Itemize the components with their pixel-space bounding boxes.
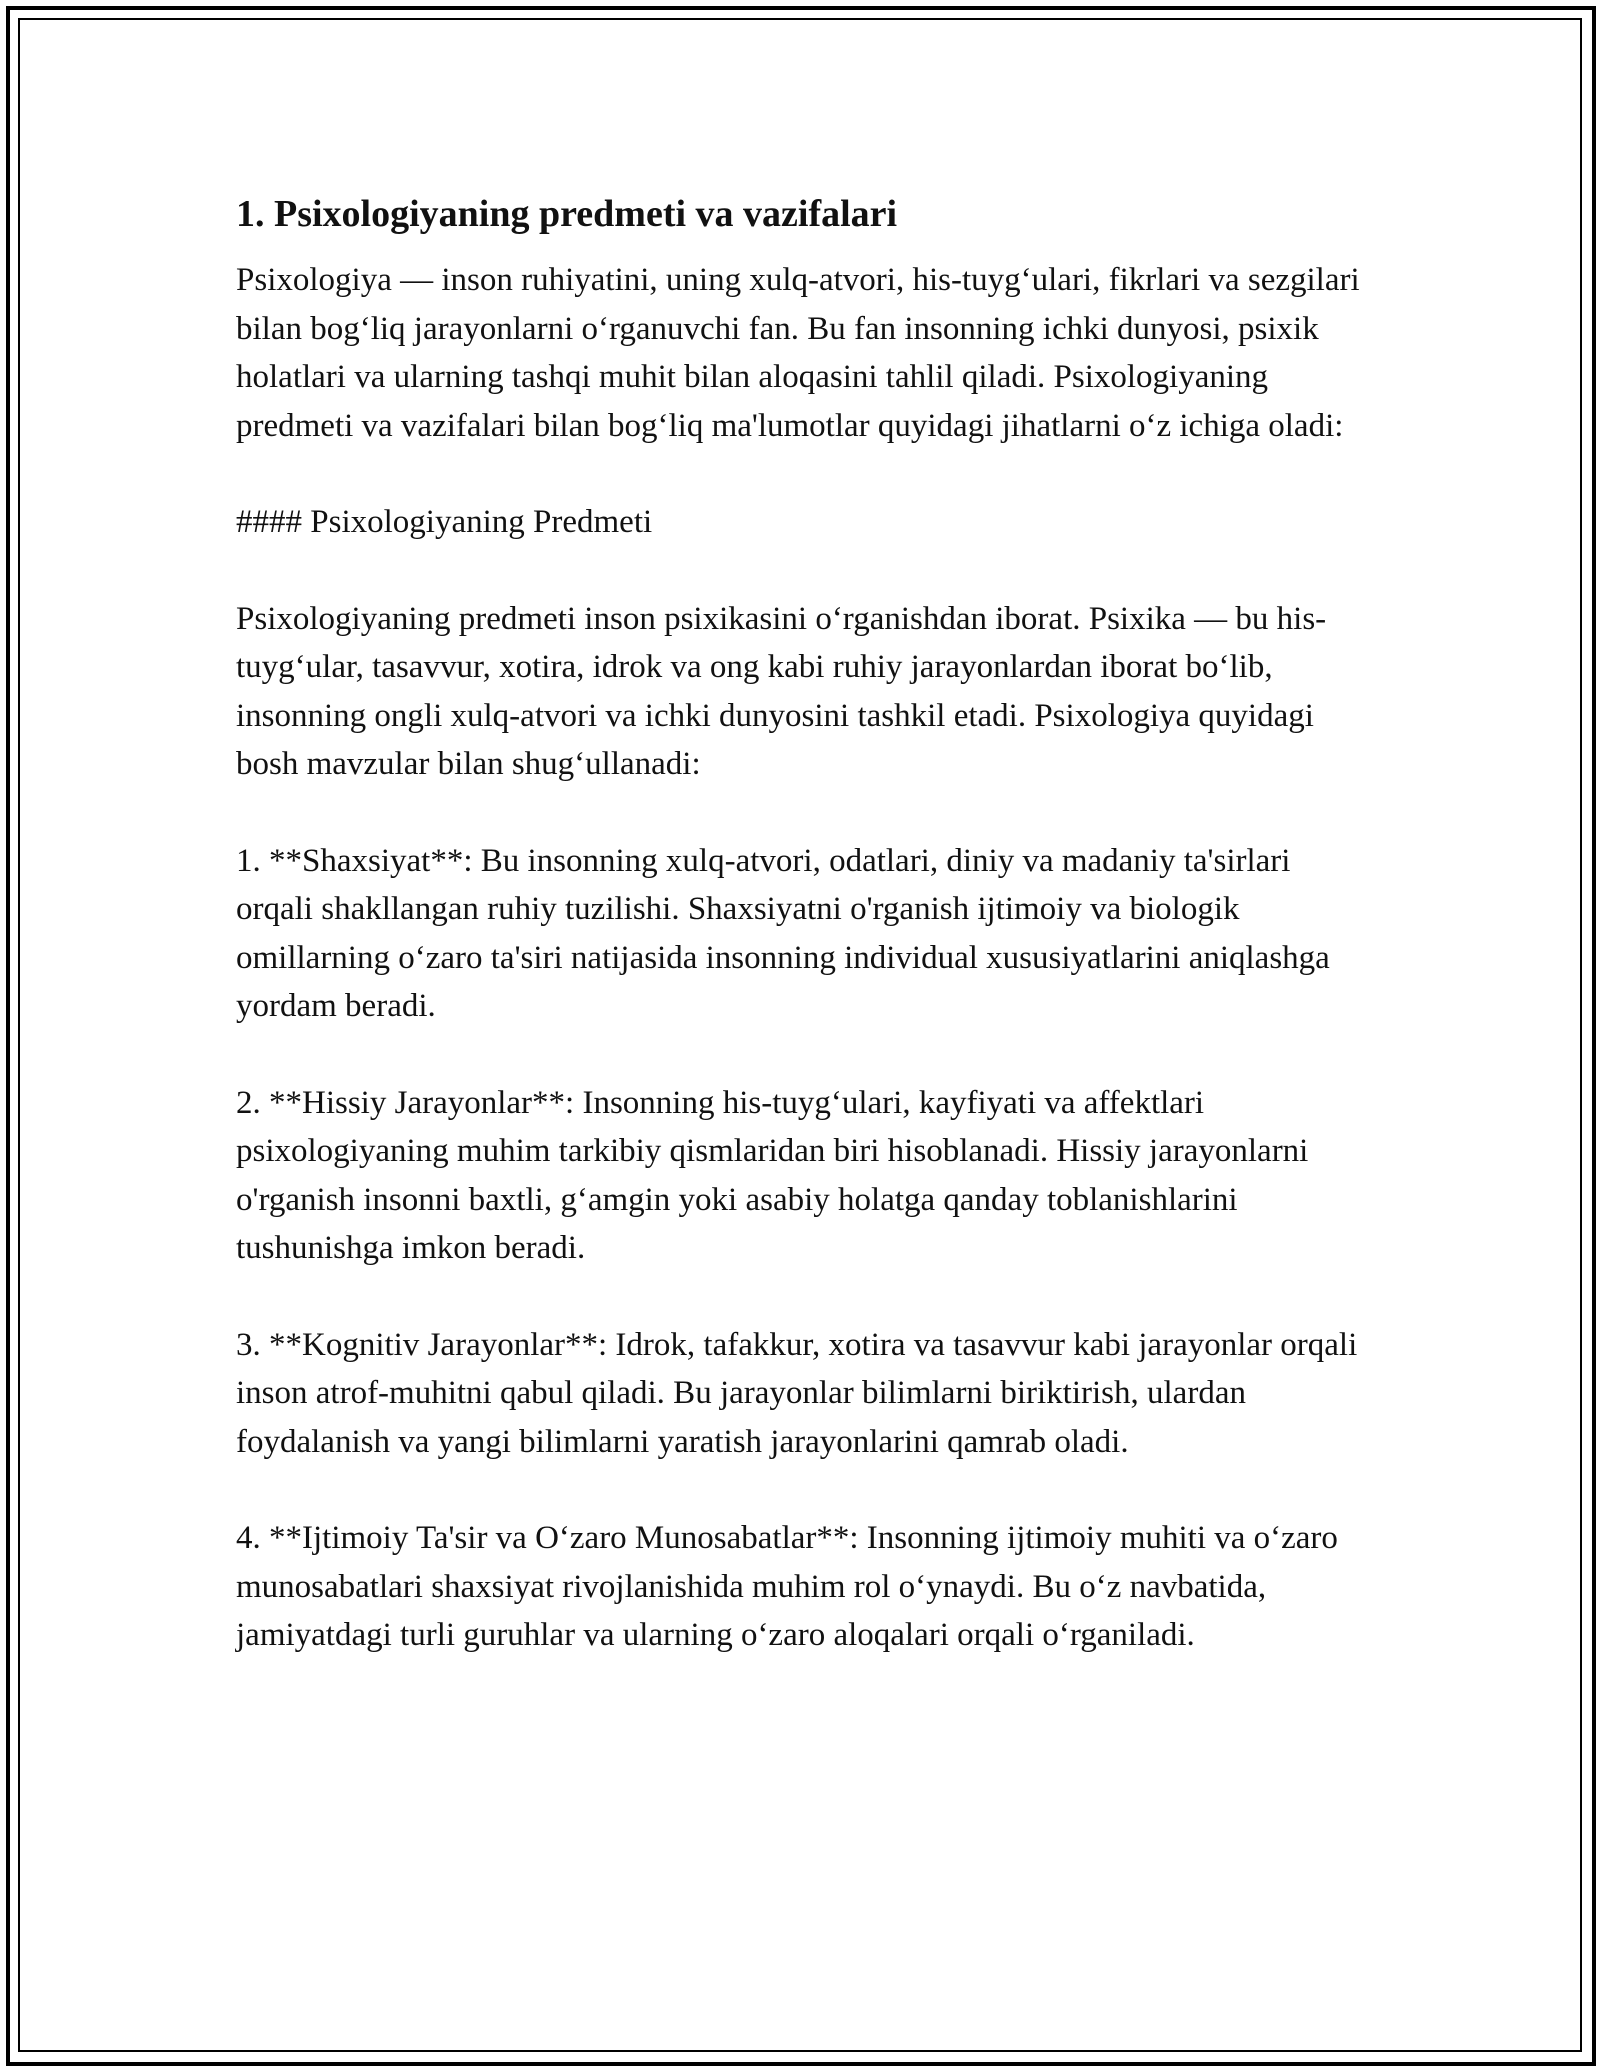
document-body xyxy=(236,188,1366,1708)
intro-paragraph: Psixologiya — inson ruhiyatini, uning xulq-atvori, his-tuyg‘ulari, fikrlari va sezgilari bilan bog‘liq jarayonlarni o‘rganuvchi fan. Bu fan insonning ichki dunyosi, psixik holatlari va ularning tashqi muhit bilan aloqasini tahlil qiladi. Psixologiyaning predmeti va vazifalari bilan bog‘liq ma'lumotlar quyidagi jihatlarni o‘z ichiga oladi: xyxy=(236,262,1360,444)
predmet-paragraph: Psixologiyaning predmeti inson psixikasini o‘rganishdan iborat. Psixika — bu his-tuyg‘ular, tasavvur, xotira, idrok va ong kabi ruhiy jarayonlardan iborat bo‘lib, insonning ongli xulq-atvori va ichki dunyosini tashkil etadi. Psixologiya quyidagi bosh mavzular bilan shug‘ullanadi: xyxy=(236,600,1327,782)
document-title: 1. Psixologiyaning predmeti va vazifalari xyxy=(236,193,898,235)
list-item-hissiy-jarayonlar: 2. **Hissiy Jarayonlar**: Insonning his-tuyg‘ulari, kayfiyati va affektlari psixologiyaning muhim tarkibiy qismlaridan biri hisoblanadi. Hissiy jarayonlarni o'rganish insonni baxtli, g‘amgin yoki asabiy holatga qanday toblanishlarini tushunishga imkon beradi. xyxy=(236,1084,1309,1266)
list-item-ijtimoiy-tasir: 4. **Ijtimoiy Ta'sir va O‘zaro Munosabatlar**: Insonning ijtimoiy muhiti va o‘zaro munosabatlari shaxsiyat rivojlanishida muhim rol o‘ynaydi. Bu o‘z navbatida, jamiyatdagi turli guruhlar va ularning o‘zaro aloqalari orqali o‘rganiladi. xyxy=(236,1520,1338,1653)
list-item-shaxsiyat: 1. **Shaxsiyat**: Bu insonning xulq-atvori, odatlari, diniy va madaniy ta'sirlari orqali shakllangan ruhiy tuzilishi. Shaxsiyatni o'rganish ijtimoiy va biologik omillarning o‘zaro ta'siri natijasida insonning individual xususiyatlarini aniqlashga yordam beradi. xyxy=(236,842,1330,1024)
list-item-kognitiv-jarayonlar: 3. **Kognitiv Jarayonlar**: Idrok, tafakkur, xotira va tasavvur kabi jarayonlar orqali inson atrof-muhitni qabul qiladi. Bu jarayonlar bilimlarni biriktirish, ulardan foydalanish va yangi bilimlarni yaratish jarayonlarini qamrab oladi. xyxy=(236,1326,1358,1460)
section-subheading: #### Psixologiyaning Predmeti xyxy=(236,504,653,540)
